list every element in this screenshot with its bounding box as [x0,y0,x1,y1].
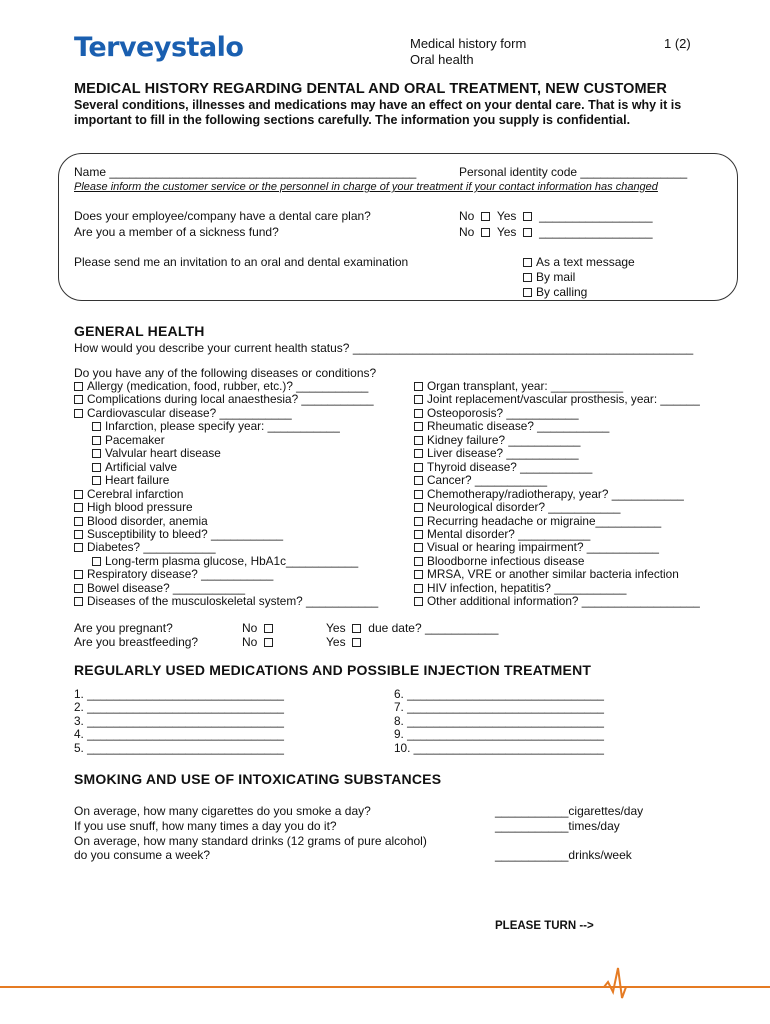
heartbeat-icon [590,966,650,1006]
checkbox[interactable] [74,503,83,512]
condition-item[interactable] [74,447,378,460]
medication-line[interactable]: 10. _____________________________ [394,740,604,755]
condition-label: Diabetes? ___________ [87,540,216,555]
checkbox[interactable] [414,463,423,472]
yes-label: Yes [326,635,346,649]
alcohol-question-line1: On average, how many standard drinks (12 grams of pure alcohol) [74,834,427,848]
please-turn-label: PLEASE TURN --> [495,920,594,932]
checkbox[interactable] [414,395,423,404]
dental-plan-blank[interactable]: _________________ [539,209,653,223]
health-status-question[interactable]: How would you describe your current health status? ___________________________________________________ [74,341,694,355]
condition-item[interactable] [74,407,378,420]
condition-item[interactable] [74,380,378,393]
checkbox[interactable] [414,449,423,458]
snuff-question: If you use snuff, how many times a day you do it? [74,819,337,833]
condition-label: Allergy (medication, food, rubber, etc.)? ___________ [87,379,369,393]
personal-identity-code-field[interactable]: Personal identity code ________________ [459,165,688,179]
condition-item[interactable] [414,461,700,474]
condition-item[interactable] [414,488,700,501]
pregnant-no-checkbox[interactable] [264,624,273,633]
mail-label: By mail [536,270,576,284]
condition-item[interactable] [74,528,378,541]
checkbox[interactable] [414,422,423,431]
condition-label: Bloodborne infectious disease [427,553,585,568]
condition-label: Heart failure [105,473,170,488]
condition-item[interactable] [74,582,378,595]
checkbox[interactable] [414,530,423,539]
medication-line[interactable]: 7. ______________________________ [394,700,604,715]
checkbox[interactable] [414,490,423,499]
breastfeeding-yes [326,635,365,649]
medication-line[interactable]: 9. ______________________________ [394,727,604,742]
footer-line [0,986,770,988]
condition-item[interactable] [74,420,378,433]
due-date-field[interactable]: due date? ___________ [368,621,499,635]
calling-checkbox[interactable] [523,288,532,297]
condition-label: Complications during local anaesthesia? ___________ [87,392,374,407]
checkbox[interactable] [414,409,423,418]
checkbox[interactable] [74,395,83,404]
condition-label: Rheumatic disease? ___________ [427,419,610,434]
medication-line[interactable]: 2. ______________________________ [74,700,284,715]
calling-label: By calling [536,285,588,299]
condition-label: HIV infection, hepatitis? ___________ [427,580,627,595]
pregnant-no [242,621,277,635]
checkbox[interactable] [414,476,423,485]
condition-item[interactable] [414,447,700,460]
cigarettes-answer-field[interactable]: ___________cigarettes/day [495,804,644,818]
terveystalo-logo: Terveystalo [74,32,244,63]
condition-label: MRSA, VRE or another similar bacteria infection [427,567,679,582]
checkbox[interactable] [414,436,423,445]
checkbox[interactable] [414,597,423,606]
checkbox[interactable] [74,409,83,418]
condition-item[interactable] [414,407,700,420]
condition-item[interactable] [74,541,378,554]
yes-label: Yes [496,209,517,223]
dental-plan-no-checkbox[interactable] [481,212,490,221]
condition-item[interactable] [74,515,378,528]
no-label: No [242,621,258,635]
invite-calling-option[interactable] [523,285,587,299]
medication-line[interactable]: 8. ______________________________ [394,713,604,728]
checkbox[interactable] [74,584,83,593]
pregnant-yes [326,621,498,635]
breastfeeding-no-checkbox[interactable] [264,638,273,647]
condition-label: Long-term plasma glucose, HbA1c___________ [105,553,359,568]
condition-label: Chemotherapy/radiotherapy, year? ___________ [427,486,684,501]
condition-item[interactable] [414,541,700,554]
condition-item[interactable] [74,434,378,447]
checkbox[interactable] [414,543,423,552]
smoking-heading: SMOKING AND USE OF INTOXICATING SUBSTANCES [74,771,442,787]
condition-label: Cancer? ___________ [427,473,548,488]
condition-item[interactable] [414,555,700,568]
document-subtitle: Oral health [410,52,474,67]
condition-label: Blood disorder, anemia [87,513,208,528]
no-label: No [242,635,258,649]
medication-line[interactable]: 5. ______________________________ [74,740,284,755]
condition-item[interactable] [74,393,378,406]
checkbox[interactable] [92,436,101,445]
sickness-fund-question: Are you a member of a sickness fund? [74,225,279,239]
condition-item[interactable] [74,501,378,514]
alcohol-question-line2: do you consume a week? [74,848,211,862]
conditions-list-left [74,380,378,609]
checkbox[interactable] [414,517,423,526]
sickness-fund-no-checkbox[interactable] [481,228,490,237]
checkbox[interactable] [74,570,83,579]
breastfeeding-no [242,635,277,649]
checkbox[interactable] [74,382,83,391]
condition-item[interactable] [414,420,700,433]
condition-label: Valvular heart disease [105,446,221,461]
medication-line[interactable]: 6. ______________________________ [394,687,604,701]
condition-item[interactable] [414,515,700,528]
medication-line[interactable]: 4. ______________________________ [74,727,284,742]
no-label: No [459,209,475,223]
checkbox[interactable] [414,557,423,566]
dental-plan-answer [459,209,653,223]
condition-label: Other additional information? __________________ [427,594,700,609]
checkbox[interactable] [74,517,83,526]
document-title: Medical history form [410,36,527,51]
checkbox[interactable] [74,490,83,499]
condition-label: Infarction, please specify year: ___________ [105,419,340,434]
page-number: 1 (2) [664,36,691,51]
checkbox[interactable] [414,584,423,593]
medications-heading: REGULARLY USED MEDICATIONS AND POSSIBLE INJECTION TREATMENT [74,662,592,678]
snuff-answer-field[interactable]: ___________times/day [495,819,620,833]
invite-mail-option[interactable] [523,270,575,284]
alcohol-answer-field[interactable]: ___________drinks/week [495,848,632,862]
checkbox[interactable] [74,597,83,606]
condition-label: Cerebral infarction [87,486,184,501]
sickness-fund-answer [459,225,653,239]
condition-item[interactable] [414,393,700,406]
invitation-question: Please send me an invitation to an oral and dental examination [74,255,409,269]
condition-label: Susceptibility to bleed? ___________ [87,526,284,541]
checkbox[interactable] [74,530,83,539]
condition-label: High blood pressure [87,500,193,515]
checkbox[interactable] [92,463,101,472]
medications-list-left [74,688,284,755]
checkbox[interactable] [92,476,101,485]
invite-text-option[interactable] [523,255,635,269]
dental-plan-question: Does your employee/company have a dental care plan? [74,209,371,223]
checkbox[interactable] [74,543,83,552]
no-label: No [459,225,475,239]
checkbox[interactable] [414,382,423,391]
dental-plan-yes-checkbox[interactable] [523,212,532,221]
general-health-heading: GENERAL HEALTH [74,323,205,339]
condition-label: Liver disease? ___________ [427,446,579,461]
sickness-fund-blank[interactable]: _________________ [539,225,653,239]
condition-item[interactable] [74,555,378,568]
condition-label: Kidney failure? ___________ [427,432,581,447]
medication-line[interactable]: 3. ______________________________ [74,713,284,728]
yes-label: Yes [496,225,517,239]
name-field[interactable]: Name ______________________________________________ [74,165,417,179]
condition-item[interactable] [414,474,700,487]
condition-label: Visual or hearing impairment? ___________ [427,540,659,555]
text-message-checkbox[interactable] [523,258,532,267]
condition-item[interactable] [414,568,700,581]
condition-item[interactable] [414,434,700,447]
condition-label: Cardiovascular disease? ___________ [87,405,292,420]
checkbox[interactable] [414,570,423,579]
condition-label: Diseases of the musculoskeletal system? ___________ [87,594,379,609]
intro-text: Several conditions, illnesses and medications may have an effect on your dental care. That is why it is important to fill in the following sections carefully. The information you supply is confidential. [74,98,682,127]
condition-item[interactable] [74,461,378,474]
condition-label: Mental disorder? ___________ [427,526,591,541]
condition-label: Thyroid disease? ___________ [427,459,593,474]
condition-label: Organ transplant, year: ___________ [427,379,624,393]
diseases-question: Do you have any of the following diseases or conditions? [74,366,377,380]
checkbox[interactable] [92,557,101,566]
medications-list-right [394,688,604,755]
condition-item[interactable] [414,582,700,595]
condition-item[interactable] [74,474,378,487]
medication-line[interactable]: 1. ______________________________ [74,687,284,701]
pregnant-yes-checkbox[interactable] [352,624,361,633]
condition-item[interactable] [414,595,700,608]
condition-label: Respiratory disease? ___________ [87,567,274,582]
form-title: MEDICAL HISTORY REGARDING DENTAL AND ORAL TREATMENT, NEW CUSTOMER [74,81,667,97]
checkbox[interactable] [92,422,101,431]
condition-item[interactable] [414,528,700,541]
condition-label: Artificial valve [105,459,178,474]
mail-checkbox[interactable] [523,273,532,282]
condition-item[interactable] [414,380,700,393]
conditions-list-right [414,380,700,609]
contact-info-note: Please inform the customer service or the personnel in charge of your treatment if your contact information has changed [74,181,658,193]
condition-item[interactable] [74,595,378,608]
document-header [410,36,526,68]
breastfeeding-yes-checkbox[interactable] [352,638,361,647]
sickness-fund-yes-checkbox[interactable] [523,228,532,237]
condition-label: Bowel disease? ___________ [87,580,246,595]
condition-item[interactable] [74,568,378,581]
checkbox[interactable] [414,503,423,512]
cigarettes-question: On average, how many cigarettes do you smoke a day? [74,804,371,818]
condition-label: Pacemaker [105,432,165,447]
condition-item[interactable] [74,488,378,501]
condition-label: Joint replacement/vascular prosthesis, year: ______ [427,392,700,407]
condition-label: Recurring headache or migraine__________ [427,513,662,528]
checkbox[interactable] [92,449,101,458]
condition-label: Osteoporosis? ___________ [427,405,579,420]
yes-label: Yes [326,621,346,635]
pregnant-question: Are you pregnant? [74,621,173,635]
breastfeeding-question: Are you breastfeeding? [74,635,199,649]
condition-item[interactable] [414,501,700,514]
text-message-label: As a text message [536,255,635,269]
condition-label: Neurological disorder? ___________ [427,500,621,515]
